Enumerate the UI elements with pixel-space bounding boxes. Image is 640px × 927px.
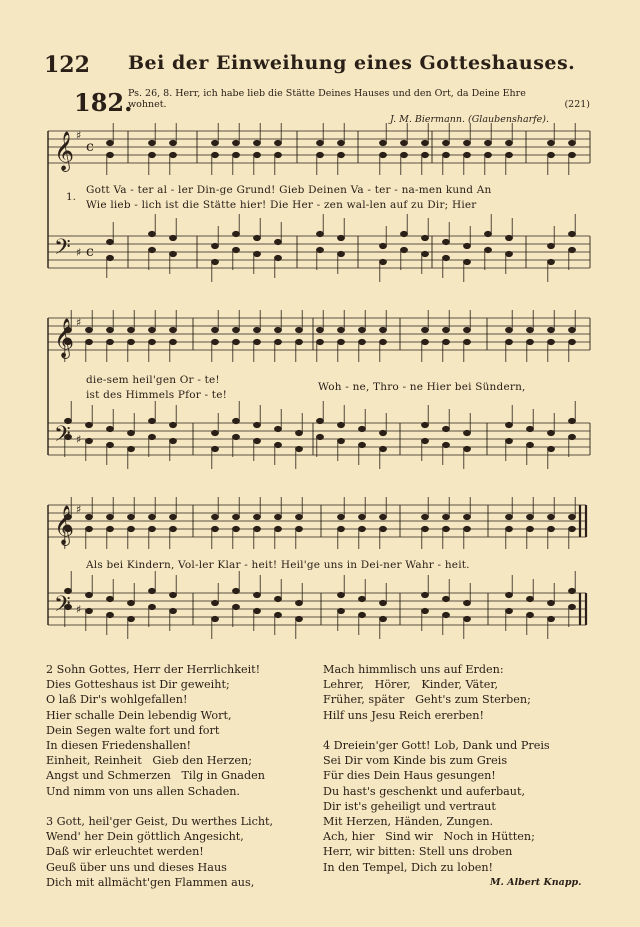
- note-head: [275, 140, 282, 145]
- note-head: [464, 430, 471, 435]
- note-head: [254, 339, 261, 344]
- note-head: [170, 422, 177, 427]
- lyric-line-2b: ist des Himmels Pfor - te!: [86, 389, 228, 401]
- note-head: [275, 442, 282, 447]
- note-head: [128, 616, 135, 621]
- hymn-reference: Ps. 26, 8. Herr, ich habe lieb die Stätte Deines Hauses und den Ort, da Deine Ehre: [128, 88, 526, 99]
- note-head: [380, 152, 387, 157]
- verses-right-column: Mach himmlisch uns auf Erden: Lehrer, Hörer, Kinder, Väter, Früher, später Geht's zum Sterben; Hilf uns Jesu Reich ererben! 4 Dreiein'ger Gott! Lob, Dank und Preis Sei Dir vom Kinde bis zum Greis Für dies Dein Haus gesungen! Du hast's geschenkt und auferbaut, Dir ist's geheiligt und vertraut Mit Herzen, Händen, Zungen. Ach, hier Sind wir Noch in Hütten; Herr, wir bitten: Stell uns droben In den Tempel, Dich zu loben!: [323, 663, 550, 874]
- note-head: [254, 514, 261, 519]
- note-head: [338, 235, 345, 240]
- note-head: [506, 592, 513, 597]
- note-head: [338, 526, 345, 531]
- bass-clef-icon: 𝄢: [54, 592, 71, 622]
- note-head: [506, 608, 513, 613]
- note-head: [86, 339, 93, 344]
- note-head: [527, 612, 534, 617]
- note-head: [212, 514, 219, 519]
- note-head: [464, 526, 471, 531]
- note-head: [149, 247, 156, 252]
- note-head: [380, 339, 387, 344]
- tune-number: (221): [564, 99, 590, 110]
- note-head: [317, 247, 324, 252]
- sharp-icon: ♯: [76, 603, 82, 616]
- note-head: [128, 446, 135, 451]
- note-head: [107, 612, 114, 617]
- note-head: [170, 327, 177, 332]
- note-head: [422, 422, 429, 427]
- note-head: [359, 426, 366, 431]
- note-head: [128, 600, 135, 605]
- note-head: [464, 243, 471, 248]
- note-head: [233, 514, 240, 519]
- note-head: [317, 152, 324, 157]
- note-head: [149, 604, 156, 609]
- note-head: [464, 339, 471, 344]
- note-head: [170, 526, 177, 531]
- music-author: J. M. Biermann. (Glaubensharfe).: [390, 114, 550, 125]
- note-head: [212, 616, 219, 621]
- note-head: [569, 140, 576, 145]
- note-head: [275, 152, 282, 157]
- note-head: [485, 140, 492, 145]
- sharp-icon: ♯: [76, 129, 82, 142]
- note-head: [422, 140, 429, 145]
- note-head: [317, 327, 324, 332]
- note-head: [275, 327, 282, 332]
- note-head: [275, 596, 282, 601]
- note-head: [338, 422, 345, 427]
- text-author: M. Albert Knapp.: [490, 877, 582, 888]
- note-head: [380, 430, 387, 435]
- note-head: [254, 608, 261, 613]
- note-head: [422, 327, 429, 332]
- note-head: [422, 526, 429, 531]
- note-head: [107, 239, 114, 244]
- note-head: [464, 446, 471, 451]
- note-head: [506, 339, 513, 344]
- note-head: [401, 247, 408, 252]
- note-head: [380, 259, 387, 264]
- note-head: [464, 327, 471, 332]
- note-head: [254, 327, 261, 332]
- note-head: [170, 152, 177, 157]
- note-head: [422, 339, 429, 344]
- note-head: [212, 152, 219, 157]
- lyric-line-1a: Gott Va - ter al - ler Din-ge Grund! Gieb Deinen Va - ter - na-men kund An: [86, 184, 492, 196]
- note-head: [443, 612, 450, 617]
- note-head: [128, 526, 135, 531]
- note-head: [359, 612, 366, 617]
- note-head: [548, 600, 555, 605]
- note-head: [443, 239, 450, 244]
- note-head: [359, 514, 366, 519]
- treble-clef-icon: 𝄞: [54, 131, 75, 171]
- note-head: [380, 616, 387, 621]
- note-head: [569, 339, 576, 344]
- note-head: [506, 152, 513, 157]
- note-head: [128, 514, 135, 519]
- note-head: [569, 434, 576, 439]
- note-head: [170, 438, 177, 443]
- note-head: [422, 592, 429, 597]
- note-head: [275, 239, 282, 244]
- treble-clef-icon: 𝄞: [54, 505, 75, 545]
- note-head: [443, 152, 450, 157]
- note-head: [296, 616, 303, 621]
- note-head: [569, 526, 576, 531]
- note-head: [296, 514, 303, 519]
- note-head: [380, 327, 387, 332]
- note-head: [569, 514, 576, 519]
- note-head: [527, 526, 534, 531]
- note-head: [254, 251, 261, 256]
- note-head: [380, 243, 387, 248]
- note-head: [149, 327, 156, 332]
- note-head: [170, 608, 177, 613]
- note-head: [569, 152, 576, 157]
- note-head: [233, 434, 240, 439]
- note-head: [296, 339, 303, 344]
- note-head: [548, 616, 555, 621]
- note-head: [527, 339, 534, 344]
- note-head: [359, 442, 366, 447]
- note-head: [569, 247, 576, 252]
- note-head: [149, 434, 156, 439]
- note-head: [170, 251, 177, 256]
- note-head: [485, 231, 492, 236]
- common-time-icon: c: [86, 139, 94, 155]
- note-head: [317, 140, 324, 145]
- note-head: [548, 339, 555, 344]
- note-head: [296, 446, 303, 451]
- note-head: [212, 526, 219, 531]
- note-head: [338, 339, 345, 344]
- sharp-icon: ♯: [76, 246, 82, 259]
- note-head: [317, 418, 324, 423]
- sharp-icon: ♯: [76, 316, 82, 329]
- note-head: [233, 247, 240, 252]
- note-head: [569, 231, 576, 236]
- note-head: [86, 592, 93, 597]
- note-head: [128, 430, 135, 435]
- note-head: [380, 446, 387, 451]
- note-head: [443, 255, 450, 260]
- note-head: [548, 243, 555, 248]
- note-head: [128, 339, 135, 344]
- note-head: [401, 152, 408, 157]
- note-head: [149, 231, 156, 236]
- note-head: [212, 243, 219, 248]
- note-head: [107, 327, 114, 332]
- note-head: [275, 514, 282, 519]
- note-head: [464, 140, 471, 145]
- note-head: [569, 327, 576, 332]
- note-head: [317, 434, 324, 439]
- note-head: [506, 422, 513, 427]
- note-head: [548, 259, 555, 264]
- sharp-icon: ♯: [76, 433, 82, 446]
- note-head: [149, 514, 156, 519]
- note-head: [443, 514, 450, 519]
- note-head: [254, 235, 261, 240]
- note-head: [338, 152, 345, 157]
- note-head: [506, 140, 513, 145]
- note-head: [506, 251, 513, 256]
- common-time-icon: c: [86, 244, 94, 260]
- note-head: [485, 152, 492, 157]
- note-head: [401, 231, 408, 236]
- note-head: [548, 430, 555, 435]
- note-head: [149, 140, 156, 145]
- note-head: [422, 251, 429, 256]
- note-head: [296, 600, 303, 605]
- note-head: [380, 514, 387, 519]
- note-head: [464, 259, 471, 264]
- note-head: [506, 514, 513, 519]
- note-head: [443, 140, 450, 145]
- note-head: [86, 422, 93, 427]
- note-head: [359, 526, 366, 531]
- note-head: [359, 339, 366, 344]
- note-head: [422, 152, 429, 157]
- note-head: [107, 514, 114, 519]
- note-head: [422, 514, 429, 519]
- note-head: [170, 339, 177, 344]
- note-head: [338, 608, 345, 613]
- lyric-refrain-2: Woh - ne, Thro - ne Hier bei Sündern,: [318, 381, 526, 393]
- note-head: [548, 327, 555, 332]
- hymn-number: 182.: [74, 88, 133, 117]
- note-head: [527, 426, 534, 431]
- lyric-line-1b: Wie lieb - lich ist die Stätte hier! Die Her - zen wal-len auf zu Dir; Hier: [86, 199, 477, 211]
- note-head: [296, 327, 303, 332]
- note-head: [107, 255, 114, 260]
- note-head: [86, 608, 93, 613]
- note-head: [485, 247, 492, 252]
- note-head: [422, 608, 429, 613]
- note-head: [401, 140, 408, 145]
- note-head: [254, 592, 261, 597]
- note-head: [548, 526, 555, 531]
- note-head: [359, 327, 366, 332]
- note-head: [107, 596, 114, 601]
- note-head: [149, 588, 156, 593]
- note-head: [212, 140, 219, 145]
- note-head: [443, 426, 450, 431]
- note-head: [506, 327, 513, 332]
- note-head: [254, 438, 261, 443]
- note-head: [296, 430, 303, 435]
- note-head: [212, 327, 219, 332]
- note-head: [107, 339, 114, 344]
- note-head: [443, 339, 450, 344]
- note-head: [338, 438, 345, 443]
- note-head: [233, 418, 240, 423]
- note-head: [275, 339, 282, 344]
- note-head: [338, 140, 345, 145]
- verses-left-column: 2 Sohn Gottes, Herr der Herrlichkeit! Dies Gotteshaus ist Dir geweiht; O laß Dir's wohlgefallen! Hier schalle Dein lebendig Wort, Dein Segen walte fort und fort In diesen Friedenshallen! Einheit, Reinheit Gieb den Herzen; Angst und Schmerzen Tilg in Gnaden Und nimm von uns allen Schaden. 3 Gott, heil'ger Geist, Du werthes Licht, Wend' her Dein göttlich Angesicht, Daß wir erleuchtet werden! Geuß über uns und dieses Haus Dich mit allmächt'gen Flammen aus,: [46, 663, 274, 889]
- note-head: [464, 616, 471, 621]
- note-head: [506, 526, 513, 531]
- note-head: [149, 339, 156, 344]
- note-head: [149, 526, 156, 531]
- note-head: [170, 140, 177, 145]
- note-head: [107, 442, 114, 447]
- note-head: [443, 327, 450, 332]
- note-head: [359, 596, 366, 601]
- note-head: [443, 526, 450, 531]
- note-head: [506, 235, 513, 240]
- note-head: [380, 526, 387, 531]
- note-head: [464, 600, 471, 605]
- note-head: [86, 327, 93, 332]
- note-head: [233, 327, 240, 332]
- page-number: 122: [44, 52, 90, 78]
- note-head: [296, 526, 303, 531]
- verse-number-1: 1.: [66, 191, 77, 203]
- note-head: [338, 514, 345, 519]
- treble-clef-icon: 𝄞: [54, 318, 75, 358]
- note-head: [548, 140, 555, 145]
- note-head: [422, 235, 429, 240]
- note-head: [527, 327, 534, 332]
- note-head: [107, 426, 114, 431]
- note-head: [527, 514, 534, 519]
- sharp-icon: ♯: [76, 503, 82, 516]
- bass-clef-icon: 𝄢: [54, 422, 71, 452]
- note-head: [548, 446, 555, 451]
- note-head: [569, 604, 576, 609]
- note-head: [338, 327, 345, 332]
- note-head: [107, 140, 114, 145]
- note-head: [212, 339, 219, 344]
- note-head: [275, 612, 282, 617]
- note-head: [86, 514, 93, 519]
- note-head: [233, 526, 240, 531]
- note-head: [275, 526, 282, 531]
- note-head: [233, 140, 240, 145]
- note-head: [212, 446, 219, 451]
- note-head: [548, 514, 555, 519]
- note-head: [548, 152, 555, 157]
- note-head: [338, 592, 345, 597]
- note-head: [254, 526, 261, 531]
- lyric-line-3: Als bei Kindern, Vol-ler Klar - heit! Heil'ge uns in Dei-ner Wahr - heit.: [86, 559, 470, 571]
- note-head: [86, 438, 93, 443]
- note-head: [317, 339, 324, 344]
- note-head: [464, 152, 471, 157]
- note-head: [380, 600, 387, 605]
- note-head: [212, 259, 219, 264]
- note-head: [149, 418, 156, 423]
- note-head: [527, 442, 534, 447]
- note-head: [170, 235, 177, 240]
- note-head: [212, 430, 219, 435]
- note-head: [506, 438, 513, 443]
- note-head: [254, 422, 261, 427]
- note-head: [233, 339, 240, 344]
- note-head: [107, 526, 114, 531]
- note-head: [569, 588, 576, 593]
- hymn-reference-continued: wohnet.: [128, 99, 167, 110]
- bass-clef-icon: 𝄢: [54, 235, 71, 265]
- note-head: [86, 526, 93, 531]
- note-head: [170, 592, 177, 597]
- note-head: [149, 152, 156, 157]
- note-head: [443, 442, 450, 447]
- note-head: [128, 327, 135, 332]
- note-head: [422, 438, 429, 443]
- page-title: Bei der Einweihung eines Gotteshauses.: [128, 52, 576, 74]
- note-head: [443, 596, 450, 601]
- note-head: [254, 152, 261, 157]
- note-head: [170, 514, 177, 519]
- note-head: [275, 426, 282, 431]
- note-head: [107, 152, 114, 157]
- note-head: [317, 231, 324, 236]
- note-head: [254, 140, 261, 145]
- note-head: [569, 418, 576, 423]
- note-head: [233, 152, 240, 157]
- lyric-line-2a: die-sem heil'gen Or - te!: [86, 374, 220, 386]
- note-head: [464, 514, 471, 519]
- note-head: [527, 596, 534, 601]
- note-head: [233, 231, 240, 236]
- note-head: [212, 600, 219, 605]
- note-head: [275, 255, 282, 260]
- note-head: [338, 251, 345, 256]
- note-head: [380, 140, 387, 145]
- note-head: [233, 604, 240, 609]
- note-head: [233, 588, 240, 593]
